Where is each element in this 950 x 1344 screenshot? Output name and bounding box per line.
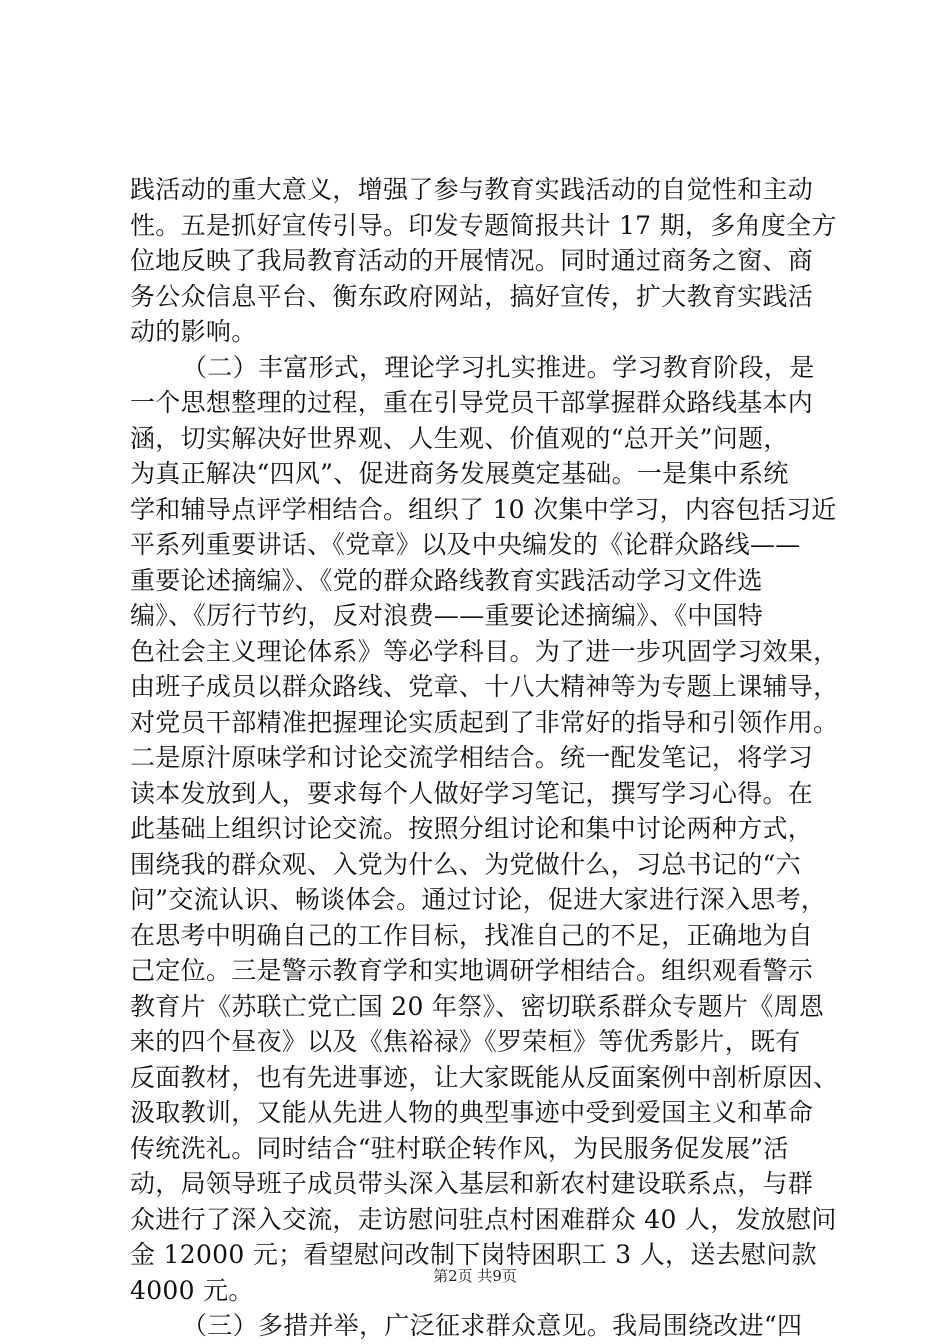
text-line: 金 12000 元；看望慰问改制下岗特困职工 3 人，送去慰问款 bbox=[130, 1240, 817, 1269]
text-line: 性。五是抓好宣传引导。印发专题简报共计 17 期，多角度全方 bbox=[130, 210, 837, 240]
text-line: 己定位。三是警示教育学和实地调研学相结合。组织观看警示 bbox=[130, 956, 814, 985]
text-line: 践活动的重大意义，增强了参与教育实践活动的自觉性和主动 bbox=[130, 175, 814, 204]
text-line: 对党员干部精准把握理论实质起到了非常好的指导和引领作用。 bbox=[130, 707, 839, 737]
text-line: 读本发放到人，要求每个人做好学习笔记，撰写学习心得。在 bbox=[130, 778, 814, 808]
text-line: 反面教材，也有先进事迹，让大家既能从反面案例中剖析原因、 bbox=[130, 1062, 839, 1092]
text-line: 围绕我的群众观、入党为什么、为党做什么，习总书记的“六 bbox=[130, 849, 801, 879]
text-line: 务公众信息平台、衡东政府网站，搞好宣传，扩大教育实践活 bbox=[130, 281, 814, 311]
text-line: 一个思想整理的过程，重在引导党员干部掌握群众路线基本内 bbox=[130, 388, 814, 417]
text-line: 汲取教训，又能从先进人物的典型事迹中受到爱国主义和革命 bbox=[130, 1098, 814, 1127]
text-line: 学和辅导点评学相结合。组织了 10 次集中学习，内容包括习近 bbox=[130, 494, 837, 524]
text-line: 涵，切实解决好世界观、人生观、价值观的“总开关”问题， bbox=[130, 423, 789, 453]
text-line: 编》、《厉行节约，反对浪费——重要论述摘编》、《中国特 bbox=[130, 601, 764, 630]
body-text bbox=[130, 172, 839, 1344]
text-line: 动的影响。 bbox=[130, 317, 257, 346]
text-line: 在思考中明确自己的工作目标，找准自己的不足，正确地为自 bbox=[130, 920, 814, 950]
text-line: 众进行了深入交流，走访慰问驻点村困难群众 40 人，发放慰问 bbox=[130, 1204, 837, 1234]
text-line: 问”交流认识、畅谈体会。通过讨论，促进大家进行深入思考， bbox=[130, 885, 827, 914]
text-line: 为真正解决“四风”、促进商务发展奠定基础。一是集中系统 bbox=[130, 459, 789, 488]
text-line: 位地反映了我局教育活动的开展情况。同时通过商务之窗、商 bbox=[130, 246, 814, 275]
text-line: 此基础上组织讨论交流。按照分组讨论和集中讨论两种方式， bbox=[130, 814, 814, 843]
text-line: 由班子成员以群众路线、党章、十八大精神等为专题上课辅导， bbox=[130, 672, 839, 701]
text-line: 重要论述摘编》、《党的群众路线教育实践活动学习文件选 bbox=[130, 565, 763, 595]
paragraph-heading-2: （二）丰富形式，理论学习扎实推进。学习教育阶段，是 bbox=[182, 352, 815, 382]
page-number-footer: 第2页 共9页 bbox=[433, 1267, 517, 1285]
text-line: 4000 元。 bbox=[130, 1275, 254, 1305]
text-line: 教育片《苏联亡党亡国 20 年祭》、密切联系群众专题片《周恩 bbox=[130, 991, 825, 1021]
text-line: 动，局领导班子成员带头深入基层和新农村建设联系点，与群 bbox=[130, 1169, 814, 1198]
text-line: 传统洗礼。同时结合“驻村联企转作风，为民服务促发展”活 bbox=[130, 1133, 789, 1163]
text-line: 二是原汁原味学和讨论交流学相结合。统一配发笔记，将学习 bbox=[130, 743, 814, 772]
text-line: 平系列重要讲话、《党章》以及中央编发的《论群众路线—— bbox=[130, 530, 801, 559]
text-line: 色社会主义理论体系》等必学科目。为了进一步巩固学习效果， bbox=[130, 636, 839, 666]
text-line: 来的四个昼夜》以及《焦裕禄》《罗荣桓》等优秀影片，既有 bbox=[130, 1027, 801, 1056]
paragraph-heading-3: （三）多措并举，广泛征求群众意见。我局围绕改进“四 bbox=[182, 1311, 803, 1340]
